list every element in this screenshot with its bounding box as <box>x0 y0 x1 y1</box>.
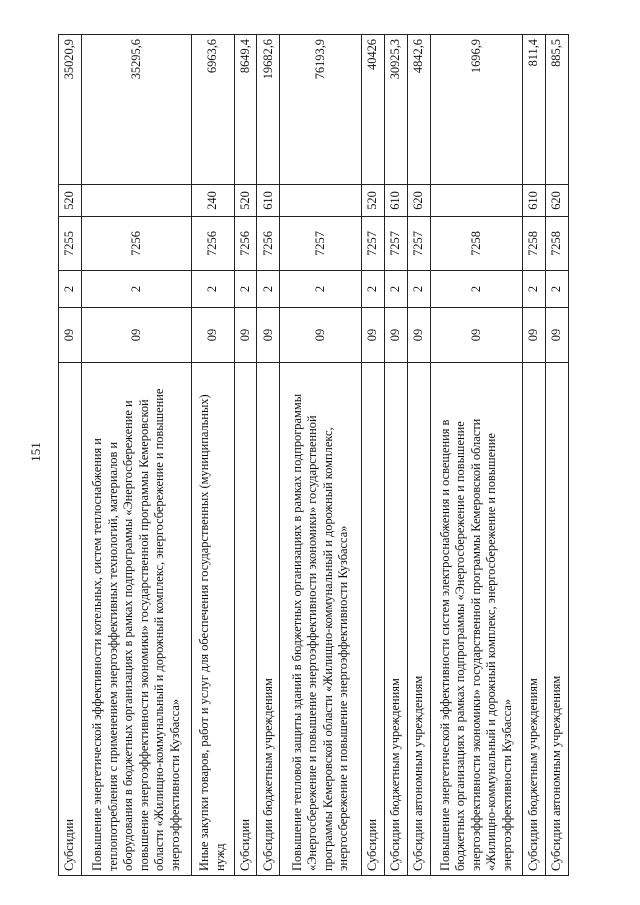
row-article: 7257 <box>280 217 361 271</box>
row-name: Субсидии бюджетным учреждениям <box>257 363 280 876</box>
row-section: 09 <box>81 308 191 363</box>
row-article: 7256 <box>81 217 191 271</box>
row-article: 7258 <box>545 217 568 271</box>
row-name: Повышение энергетической эффективности котельных, систем теплоснабжения и теплопотребления с применением энергоэффективных технологий, материалов и оборудования в бюджетных организациях в рамках подпрограммы «Энергосбережение и повышение энергоэффективности экономики» государственной программы Кемеровской области «Жилищно-коммунальный и дорожный комплекс, энергосбережение и повышение энергоэффективности Кузбасса» <box>81 363 191 876</box>
row-expense-type: 520 <box>234 185 257 217</box>
table-row <box>192 35 234 876</box>
row-amount: 30925,3 <box>384 35 407 185</box>
row-article: 7257 <box>384 217 407 271</box>
table-row <box>361 35 384 876</box>
table-row <box>407 35 430 876</box>
row-amount: 35020,9 <box>59 35 82 185</box>
row-program: 2 <box>192 271 234 308</box>
table-row <box>280 35 361 876</box>
row-section: 09 <box>280 308 361 363</box>
row-program: 2 <box>407 271 430 308</box>
row-expense-type <box>81 185 191 217</box>
row-article: 7258 <box>430 217 522 271</box>
row-expense-type: 620 <box>545 185 568 217</box>
row-program: 2 <box>257 271 280 308</box>
row-expense-type: 240 <box>192 185 234 217</box>
page-number: 151 <box>28 442 43 462</box>
row-program: 2 <box>280 271 361 308</box>
row-name: Повышение тепловой защиты зданий в бюджетных организациях в рамках подпрограммы «Энергосбережение и повышение энергоэффективности экономики» государственной программы Кемеровской области «Жилищно-коммунальный и дорожный комплекс, энергосбережение и повышение энергоэффективности Кузбасса» <box>280 363 361 876</box>
row-name: Субсидии автономным учреждениям <box>407 363 430 876</box>
row-program: 2 <box>523 271 546 308</box>
row-name: Иные закупки товаров, работ и услуг для обеспечения государственных (муниципальных) нужд <box>192 363 234 876</box>
row-program: 2 <box>59 271 82 308</box>
row-name: Субсидии бюджетным учреждениям <box>384 363 407 876</box>
row-section: 09 <box>384 308 407 363</box>
row-name: Субсидии автономным учреждениям <box>545 363 568 876</box>
row-expense-type: 520 <box>361 185 384 217</box>
row-expense-type: 620 <box>407 185 430 217</box>
row-article: 7258 <box>523 217 546 271</box>
row-program: 2 <box>361 271 384 308</box>
budget-table <box>58 34 569 876</box>
row-section: 09 <box>192 308 234 363</box>
table-row <box>430 35 522 876</box>
table-row <box>234 35 257 876</box>
table-row <box>384 35 407 876</box>
row-name: Субсидии <box>234 363 257 876</box>
row-program: 2 <box>234 271 257 308</box>
row-program: 2 <box>384 271 407 308</box>
row-section: 09 <box>523 308 546 363</box>
row-article: 7255 <box>59 217 82 271</box>
row-section: 09 <box>59 308 82 363</box>
row-article: 7257 <box>407 217 430 271</box>
row-section: 09 <box>257 308 280 363</box>
row-amount: 1696,9 <box>430 35 522 185</box>
row-article: 7257 <box>361 217 384 271</box>
table-row <box>545 35 568 876</box>
row-expense-type <box>430 185 522 217</box>
row-program: 2 <box>545 271 568 308</box>
table-row <box>257 35 280 876</box>
row-section: 09 <box>430 308 522 363</box>
table-row <box>59 35 82 876</box>
row-article: 7256 <box>234 217 257 271</box>
row-article: 7256 <box>192 217 234 271</box>
row-expense-type: 520 <box>59 185 82 217</box>
row-program: 2 <box>81 271 191 308</box>
row-article: 7256 <box>257 217 280 271</box>
row-section: 09 <box>234 308 257 363</box>
row-amount: 19682,6 <box>257 35 280 185</box>
row-amount: 811,4 <box>523 35 546 185</box>
row-name: Субсидии бюджетным учреждениям <box>523 363 546 876</box>
row-amount: 885,5 <box>545 35 568 185</box>
row-expense-type <box>280 185 361 217</box>
row-expense-type: 610 <box>384 185 407 217</box>
row-amount: 4842,6 <box>407 35 430 185</box>
row-section: 09 <box>407 308 430 363</box>
row-program: 2 <box>430 271 522 308</box>
row-expense-type: 610 <box>257 185 280 217</box>
row-name: Субсидии <box>59 363 82 876</box>
row-amount: 35295,6 <box>81 35 191 185</box>
table-row <box>523 35 546 876</box>
table-row <box>81 35 191 876</box>
row-section: 09 <box>361 308 384 363</box>
rotated-table-container <box>58 35 569 876</box>
row-amount: 8649,4 <box>234 35 257 185</box>
row-expense-type: 610 <box>523 185 546 217</box>
row-amount: 40426 <box>361 35 384 185</box>
row-amount: 76193,9 <box>280 35 361 185</box>
row-amount: 6963,6 <box>192 35 234 185</box>
row-name: Субсидии <box>361 363 384 876</box>
row-name: Повышение энергетической эффективности систем электроснабжения и освещения в бюджетных организациях в рамках подпрограммы «Энергосбережение и повышение энергоэффективности экономики» государственной программы Кемеровской области «Жилищно-коммунальный и дорожный комплекс, энергосбережение и повышение энергоэффективности Кузбасса» <box>430 363 522 876</box>
row-section: 09 <box>545 308 568 363</box>
